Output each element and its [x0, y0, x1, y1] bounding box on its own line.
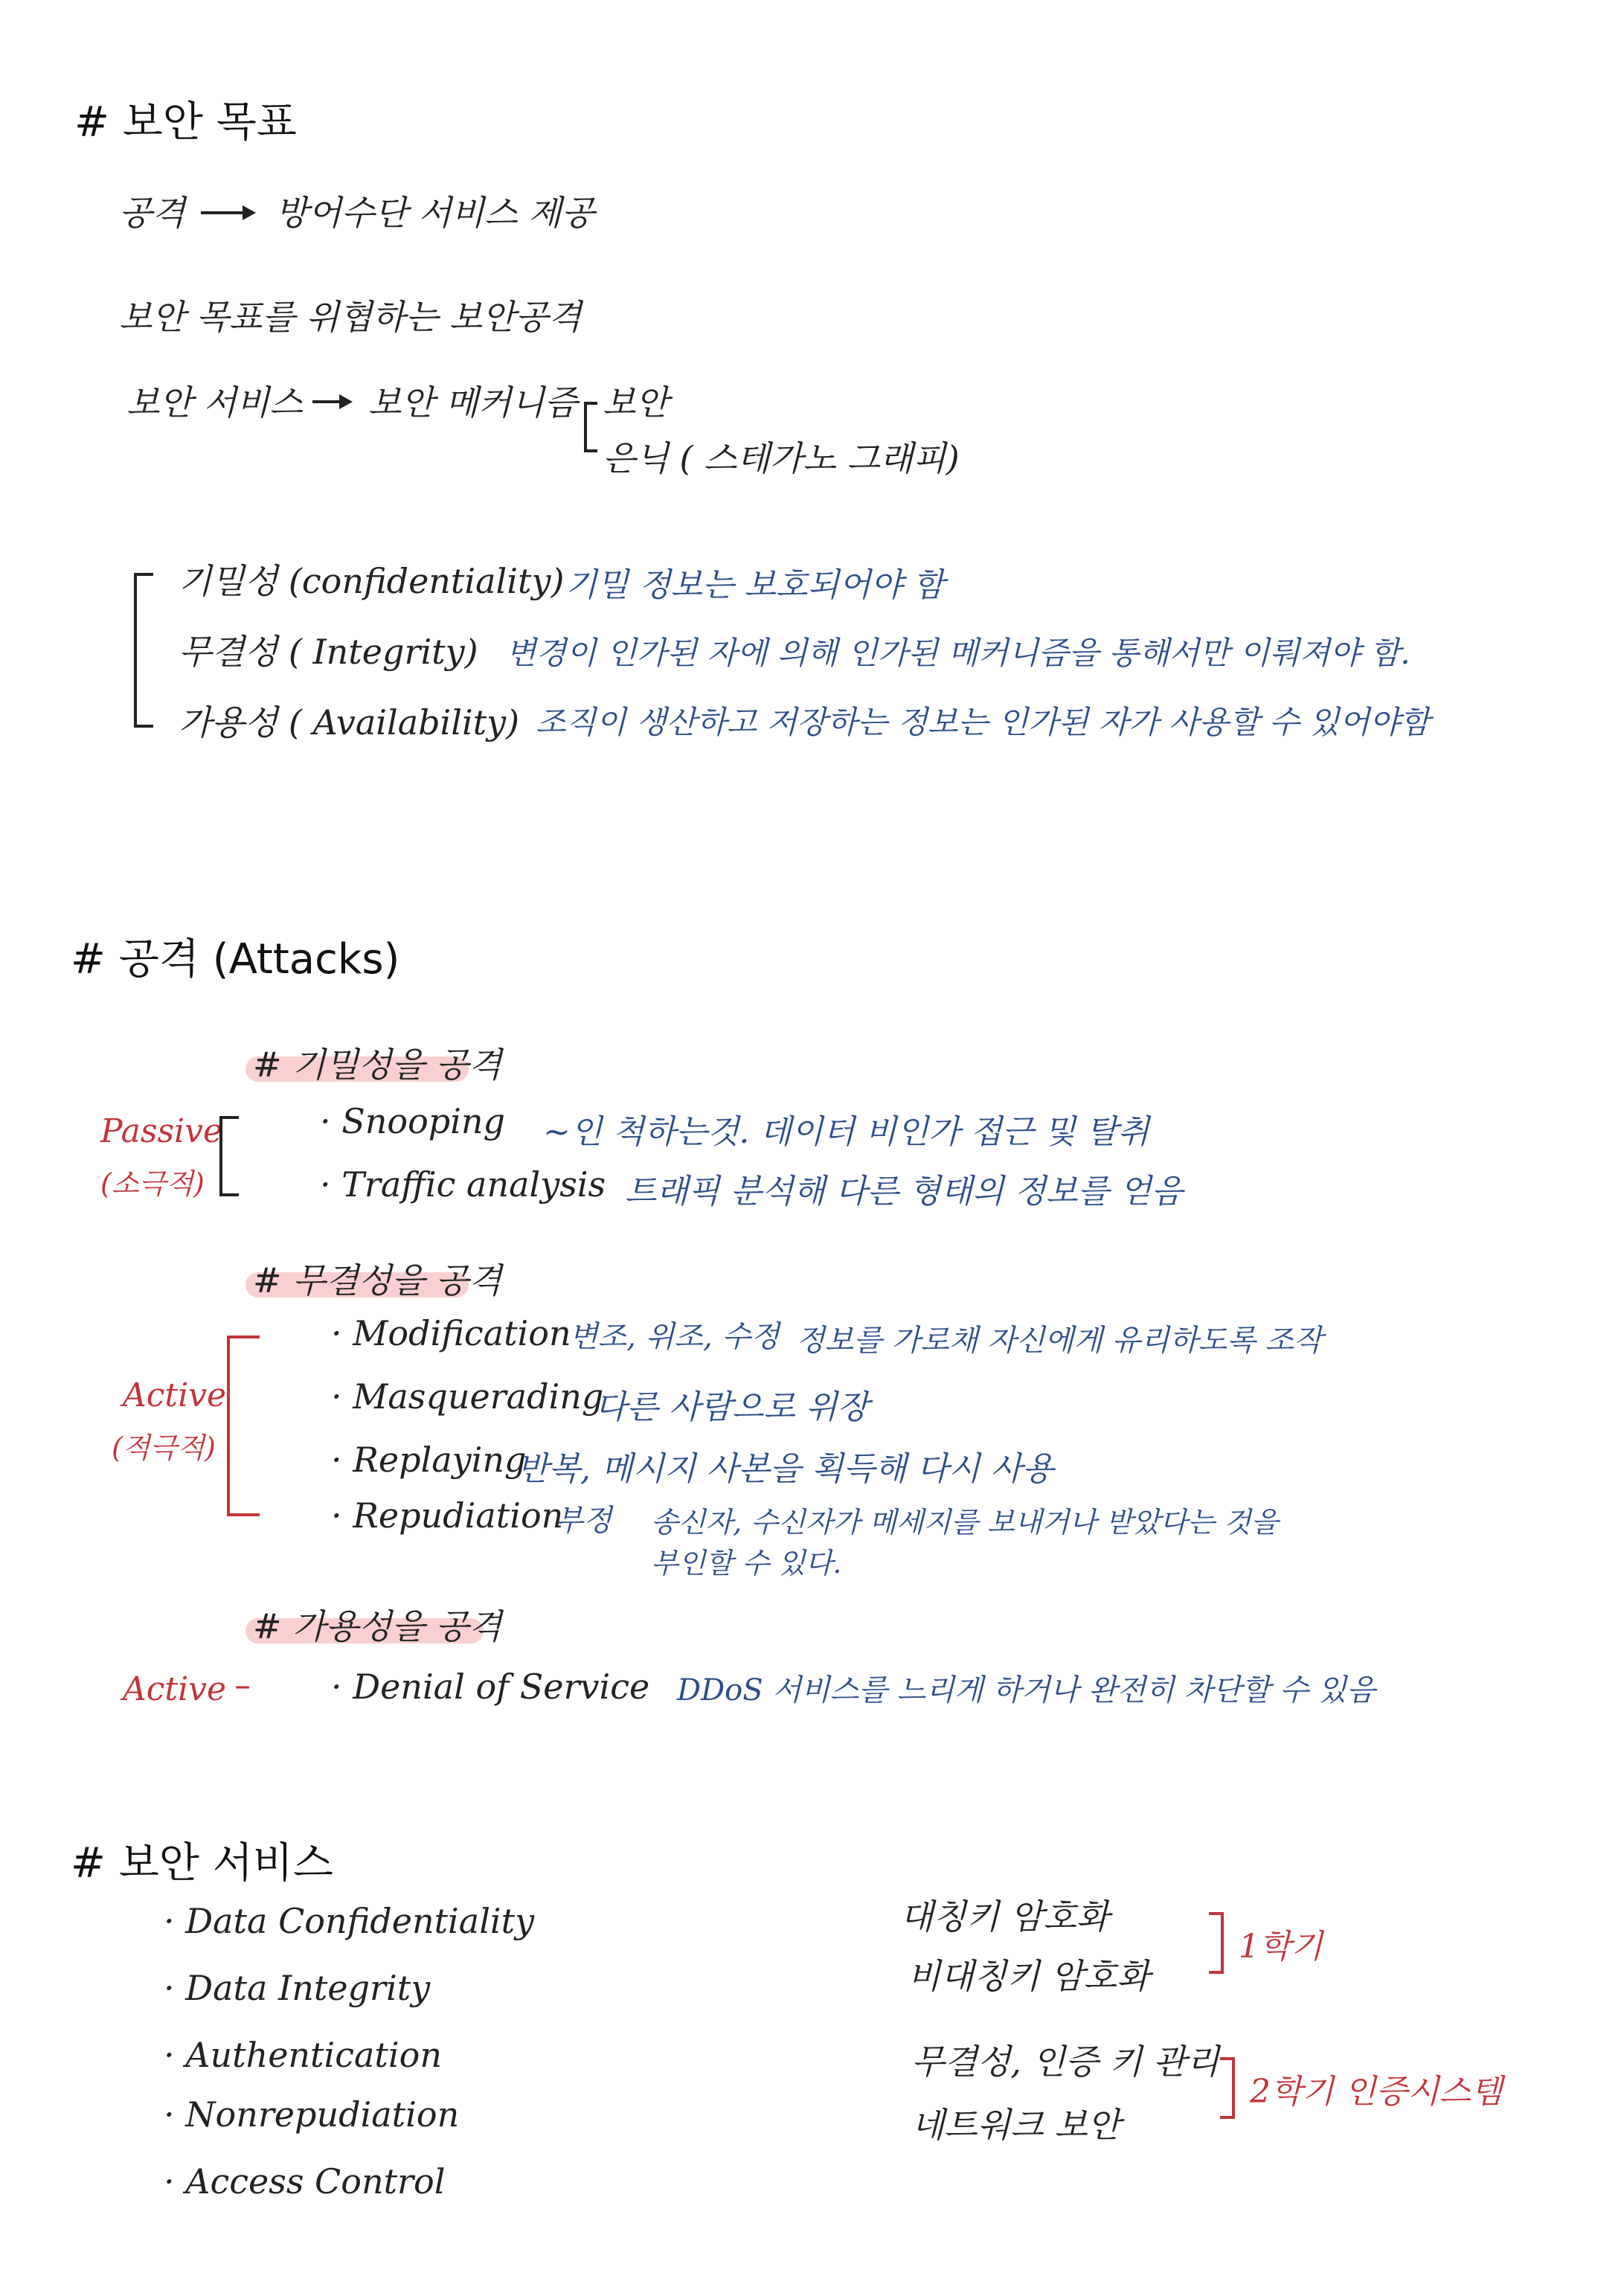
goal-desc-1: 기밀 정보는 보호되어야 함 [565, 566, 945, 604]
goals-line3-mid: 보안 메커니즘 [368, 382, 578, 423]
mechanism-a: 보안 [603, 382, 669, 423]
passive-label: Passive [100, 1112, 222, 1150]
goals-line2: 보안 목표를 위협하는 보안공격 [119, 297, 582, 337]
int-subheading: # 무결성을 공격 [253, 1260, 502, 1301]
int-item-2: · Masquerading [331, 1376, 604, 1417]
goals-line3-left: 보안 서비스 [126, 382, 303, 423]
services-heading: # 보안 서비스 [71, 1839, 334, 1888]
int-desc-4: 부정 [554, 1504, 612, 1538]
goal-desc-2: 변경이 인가된 자에 의해 인가된 메커니즘을 통해서만 이뤄져야 함. [506, 635, 1410, 671]
repudiation-continued: 부인할 수 있다. [651, 1547, 842, 1580]
conf-subheading: # 기밀성을 공격 [253, 1045, 502, 1085]
group1-bracket [1209, 1912, 1224, 1974]
right-group2-line2: 네트워크 보안 [911, 2105, 1121, 2145]
int-item-3: · Replaying [331, 1440, 527, 1480]
active-bracket [227, 1335, 260, 1516]
service-item-2: · Data Integrity [164, 1968, 431, 2008]
avail-active-label: Active [123, 1670, 227, 1708]
int-item-4: · Repudiation [331, 1495, 564, 1536]
avail-item: · Denial of Service [331, 1667, 650, 1707]
passive-bracket [219, 1116, 239, 1196]
group2-tag: 2학기 인증시스템 [1250, 2073, 1503, 2111]
service-item-3: · Authentication [164, 2035, 442, 2075]
service-item-1: · Data Confidentiality [164, 1901, 535, 1941]
arrow-icon [312, 400, 350, 403]
avail-subheading: # 가용성을 공격 [253, 1606, 502, 1646]
group1-tag: 1학기 [1239, 1928, 1323, 1966]
goals-bracket [134, 573, 153, 728]
mechanism-bracket [584, 402, 597, 452]
right-group2-line1: 무결성, 인증 키 관리 [911, 2042, 1219, 2082]
group2-bracket [1220, 2057, 1235, 2119]
int-desc-2: 다른 사람으로 위장 [595, 1388, 870, 1426]
int-desc-1: 변조, 위조, 수정 [569, 1320, 780, 1354]
avail-dash: – [234, 1667, 251, 1705]
active-label: Active [123, 1376, 227, 1414]
int-item-1: · Modification [331, 1313, 571, 1353]
goal-term-3: 가용성 ( Availability) [179, 702, 520, 743]
service-item-4: · Nonrepudiation [164, 2094, 460, 2135]
conf-item-2: · Traffic analysis [320, 1164, 606, 1205]
goal-desc-3: 조직이 생산하고 저장하는 정보는 인가된 자가 사용할 수 있어야함 [536, 704, 1431, 740]
arrow-icon [201, 211, 253, 214]
goals-line1-attack: 공격 [119, 193, 185, 233]
right-group1-line2: 비대칭키 암호화 [908, 1956, 1150, 1996]
goals-heading: # 보안 목표 [74, 98, 297, 147]
active-sublabel: (적극적) [112, 1431, 216, 1464]
int-desc2-1: 정보를 가로채 자신에게 유리하도록 조작 [796, 1324, 1323, 1358]
conf-item-1: · Snooping [320, 1101, 506, 1141]
goal-term-1: 기밀성 (confidentiality) [179, 561, 565, 601]
service-item-5: · Access Control [164, 2161, 446, 2202]
int-desc-3: 반복, 메시지 사본을 획득해 다시 사용 [517, 1450, 1054, 1488]
conf-desc-2: 트래픽 분석해 다른 형태의 정보를 얻음 [625, 1173, 1183, 1210]
goal-term-2: 무결성 ( Integrity) [179, 632, 478, 672]
attacks-heading: # 공격 (Attacks) [71, 935, 400, 984]
mechanism-b: 은닉 ( 스테가노 그래피) [603, 438, 960, 478]
int-desc2-4: 송신자, 수신자가 메세지를 보내거나 받았다는 것을 [651, 1506, 1279, 1539]
goals-line1-rest: 방어수단 서비스 제공 [275, 193, 595, 233]
right-group1-line1: 대칭키 암호화 [900, 1896, 1110, 1937]
avail-desc: DDoS 서비스를 느리게 하거나 완전히 차단할 수 있음 [677, 1673, 1376, 1707]
conf-desc-1: ~인 척하는것. 데이터 비인가 접근 및 탈취 [543, 1113, 1149, 1151]
passive-sublabel: (소극적) [100, 1167, 205, 1200]
